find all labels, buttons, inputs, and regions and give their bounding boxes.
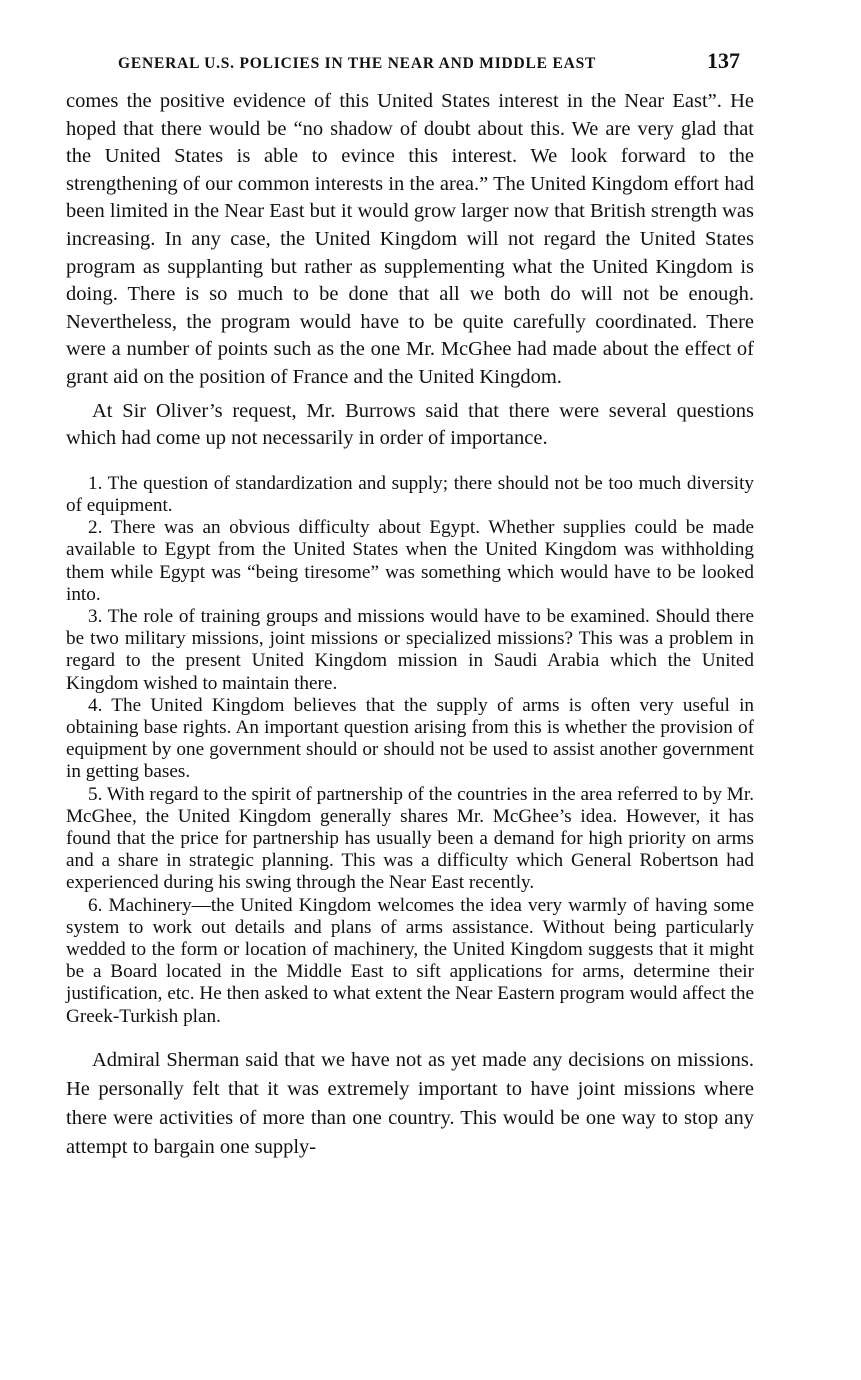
list-item-standardization: 1. The question of standardization and supply; there should not be too much diversity of equipment.	[66, 472, 754, 516]
list-item-partnership: 5. With regard to the spirit of partnership of the countries in the area referred to by Mr. McGhee, the United Kingdom generally shares Mr. McGhee’s idea. However, it has found that the price for partnership has usually been a demand for high priority on arms and a share in strategic planning. This was a difficulty which General Robertson had experienced during his swing through the Near East recently.	[66, 783, 754, 894]
running-head	[118, 48, 754, 74]
paragraph-continuation: comes the positive evidence of this United States interest in the Near East”. He hoped that there would be “no shadow of doubt about this. We are very glad that the United States is able to evince this interest. We look forward to the strengthening of our common interests in the area.” The United Kingdom effort had been limited in the Near East but it would grow larger now that British strength was increasing. In any case, the United Kingdom will not regard the United States program as supplanting but rather as supplementing what the United Kingdom is doing. There is so much to be done that all we both do will not be enough. Nevertheless, the program would have to be quite carefully coordinated. There were a number of points such as the one Mr. McGhee had made about the effect of grant aid on the position of France and the United Kingdom.	[66, 90, 754, 388]
list-item-egypt: 2. There was an obvious difficulty about Egypt. Whether supplies could be made available to Egypt from the United States when the United Kingdom was withholding them while Egypt was “being tiresome” was something which would have to be looked into.	[66, 517, 754, 605]
page-number: 137	[707, 48, 740, 73]
paragraph-sherman: Admiral Sherman said that we have not as yet made any decisions on missions. He personally felt that it was extremely important to have joint missions where there were activities of more than one country. This would be one way to stop any attempt to bargain one supply-	[66, 1048, 754, 1158]
list-item-base-rights: 4. The United Kingdom believes that the supply of arms is often very useful in obtaining base rights. An important question arising from this is whether the provision of equipment by one government should or should not be used to assist another government in getting bases.	[66, 694, 754, 783]
document-page	[66, 48, 754, 1162]
closing-section	[66, 1046, 754, 1162]
list-item-machinery: 6. Machinery—the United Kingdom welcomes the idea very warmly of having some system to work out details and plans of arms assistance. Without being particularly wedded to the form or location of machinery, the United Kingdom suggests that it might be a Board located in the Middle East to sift applications for arms, determine their justification, etc. He then asked to what extent the Near Eastern program would affect the Greek-Turkish plan.	[66, 894, 754, 1027]
list-item-missions: 3. The role of training groups and missions would have to be examined. Should there be two military missions, joint missions or specialized missions? This was a problem in regard to the present United Kingdom mission in Saudi Arabia which the United Kingdom wished to maintain there.	[66, 605, 754, 694]
running-title: GENERAL U.S. POLICIES IN THE NEAR AND MIDDLE EAST	[118, 55, 597, 72]
numbered-list	[66, 473, 754, 1028]
paragraph-burrows-request: At Sir Oliver’s request, Mr. Burrows said that there were several questions which had come up not necessarily in order of importance.	[66, 399, 754, 450]
